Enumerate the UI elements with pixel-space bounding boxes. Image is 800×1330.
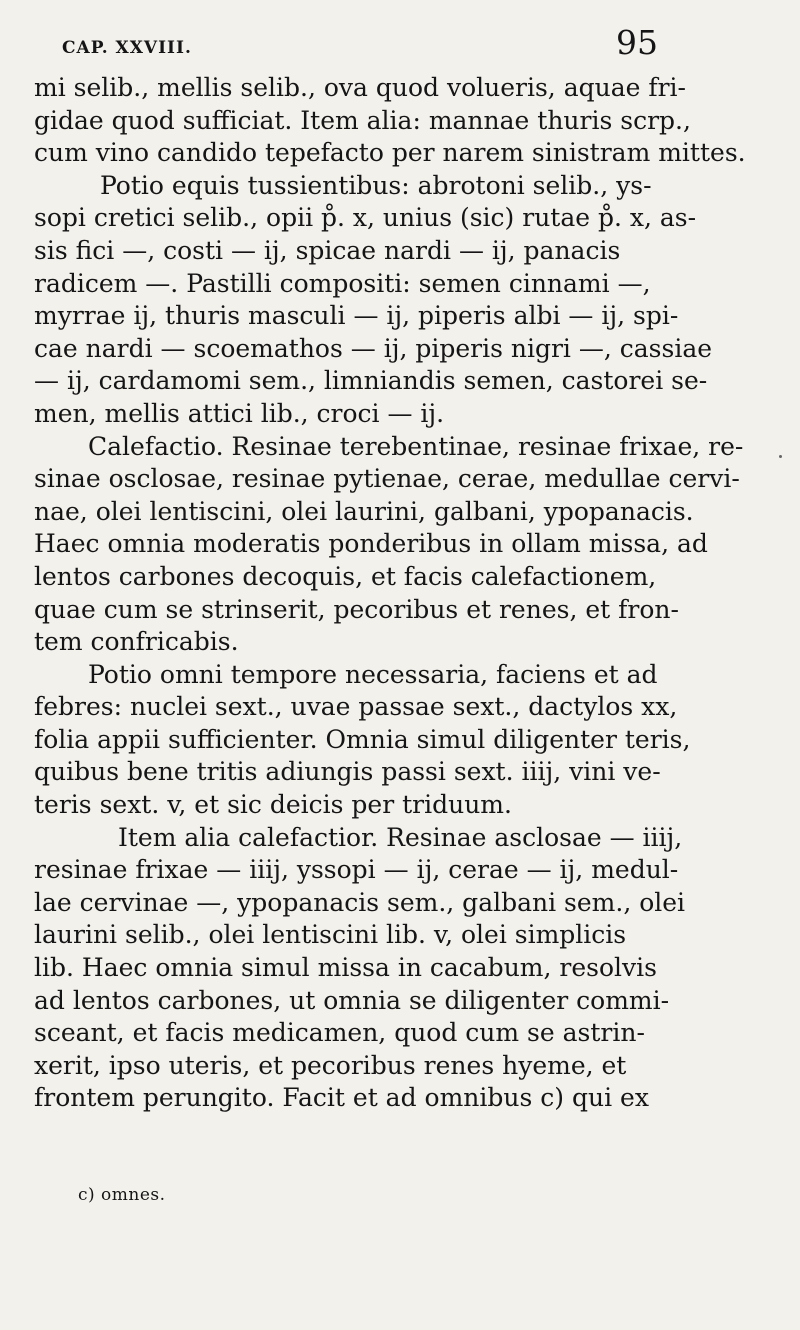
- page-speck: [779, 455, 782, 458]
- text-line: teris sext. v, et sic deicis per triduum.: [34, 790, 512, 820]
- text-line: gidae quod sufficiat. Item alia: mannae thuris scrp.,: [34, 105, 691, 135]
- text-line: lentos carbones decoquis, et facis calefactionem,: [34, 561, 657, 591]
- text-line: tem confricabis.: [34, 627, 239, 657]
- text-line: sis fici —, costi — ij, spicae nardi — ij, panacis: [34, 235, 621, 265]
- footnote: c) omnes.: [78, 1185, 166, 1205]
- text-line: radicem —. Pastilli compositi: semen cinnami —,: [34, 268, 651, 298]
- text-line: sopi cretici selib., opii p̊. x, unius (sic) rutae p̊. x, as-: [34, 203, 697, 233]
- text-line: resinae frixae — iiij, yssopi — ij, cerae — ij, medul-: [34, 855, 679, 885]
- text-line: frontem perungito. Facit et ad omnibus c) qui ex: [34, 1083, 649, 1113]
- text-line: sceant, et facis medicamen, quod cum se astrin-: [34, 1018, 645, 1048]
- text-line: cae nardi — scoemathos — ij, piperis nigri —, cassiae: [34, 333, 713, 363]
- text-line: cum vino candido tepefacto per narem sinistram mittes.: [34, 138, 746, 168]
- text-line: folia appii sufficienter. Omnia simul diligenter teris,: [34, 724, 691, 754]
- text-line: ad lentos carbones, ut omnia se diligenter commi-: [34, 985, 670, 1015]
- text-line: quibus bene tritis adiungis passi sext. iiij, vini ve-: [34, 757, 661, 787]
- page-header: [62, 23, 658, 66]
- text-line: laurini selib., olei lentiscini lib. v, olei simplicis: [34, 920, 627, 950]
- text-line: Item alia calefactior. Resinae asclosae — iiij,: [118, 822, 683, 852]
- text-line: — ij, cardamomi sem., limniandis semen, castorei se-: [34, 366, 708, 396]
- text-line: Potio omni tempore necessaria, faciens et ad: [88, 659, 658, 689]
- text-line: men, mellis attici lib., croci — ij.: [34, 398, 445, 428]
- text-line: nae, olei lentiscini, olei laurini, galbani, ypopanacis.: [34, 496, 694, 526]
- text-line: sinae osclosae, resinae pytienae, cerae, medullae cervi-: [34, 464, 740, 494]
- chapter-heading: CAP. XXVIII.: [62, 38, 192, 58]
- page-number: 95: [616, 23, 658, 62]
- text-line: febres: nuclei sext., uvae passae sext., dactylos xx,: [34, 692, 678, 722]
- text-line: lib. Haec omnia simul missa in cacabum, resolvis: [34, 953, 657, 983]
- text-line: myrrae ij, thuris masculi — ij, piperis albi — ij, spi-: [34, 301, 679, 331]
- text-line: xerit, ipso uteris, et pecoribus renes hyeme, et: [34, 1050, 627, 1080]
- text-line: quae cum se strinserit, pecoribus et renes, et fron-: [34, 594, 679, 624]
- text-line: mi selib., mellis selib., ova quod volueris, aquae fri-: [34, 73, 687, 102]
- text-line: Haec omnia moderatis ponderibus in ollam missa, ad: [34, 529, 708, 559]
- text-line: lae cervinae —, ypopanacis sem., galbani sem., olei: [34, 887, 686, 917]
- main-text: [34, 72, 746, 1115]
- text-line: Calefactio. Resinae terebentinae, resinae frixae, re-: [88, 431, 744, 461]
- text-line: Potio equis tussientibus: abrotoni selib., ys-: [100, 170, 652, 200]
